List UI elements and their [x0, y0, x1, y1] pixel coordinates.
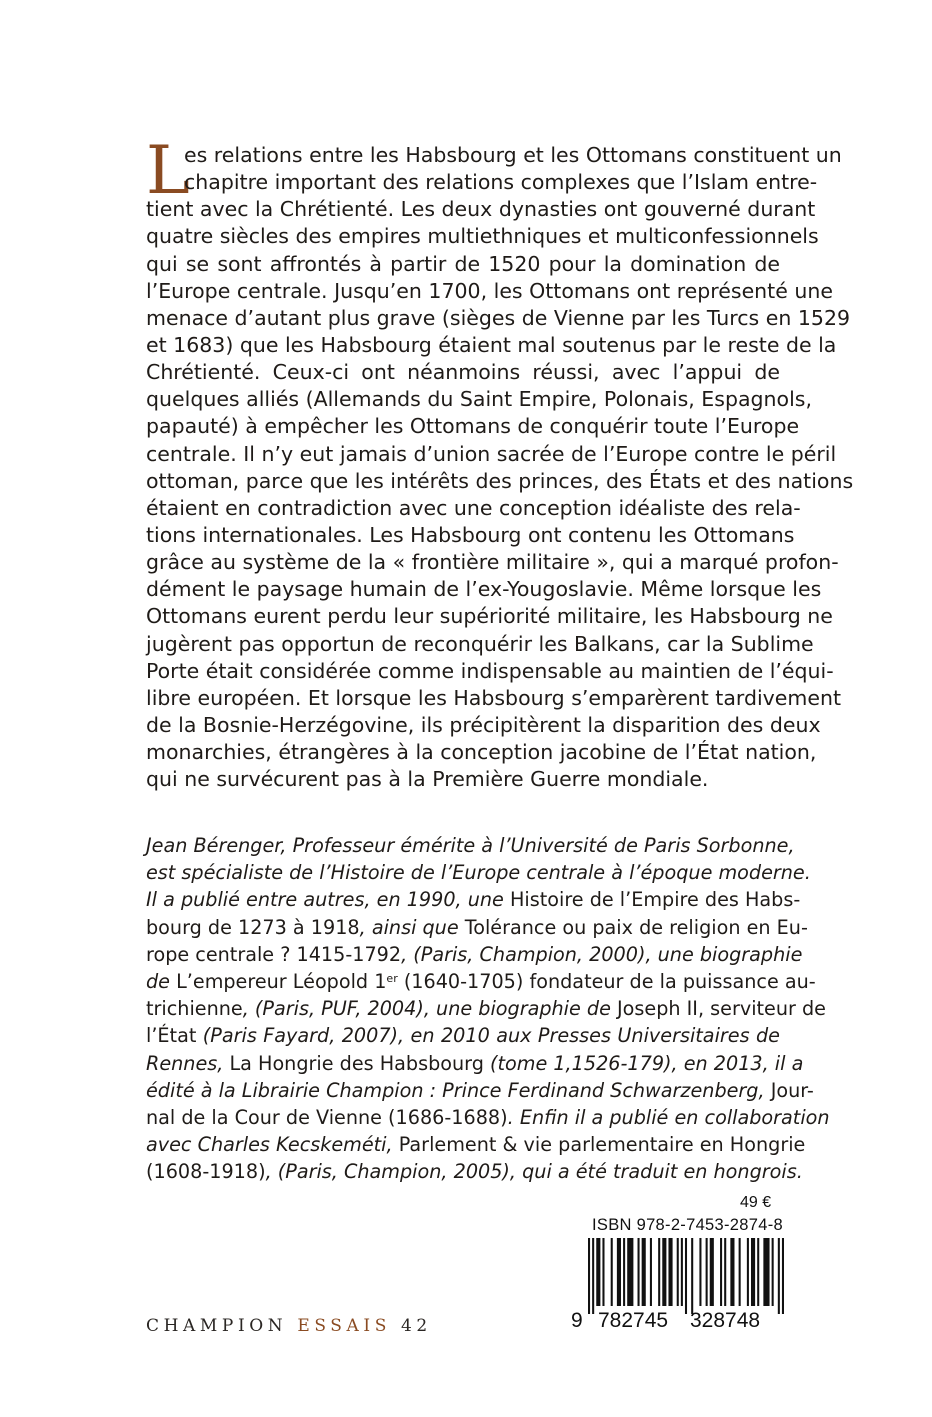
summary-line: libre européen. Et lorsque les Habsbourg s’emparèrent tardivement	[146, 685, 842, 710]
barcode-bar	[602, 1238, 604, 1306]
barcode	[588, 1238, 784, 1314]
barcode-right-digits: 328748	[690, 1309, 761, 1332]
summary-line: tions internationales. Les Habsbourg ont contenu les Ottomans	[146, 522, 795, 547]
bio-line: Jean Bérenger, Professeur émérite à l’Université de Paris Sorbonne,	[146, 834, 795, 857]
barcode-first-digit: 9	[571, 1309, 583, 1332]
summary-line: ottoman, parce que les intérêts des princes, des États et des nations	[146, 468, 854, 493]
summary-line: et 1683) que les Habsbourg étaient mal soutenus par le reste de la	[146, 332, 837, 357]
barcode-bar	[724, 1238, 726, 1306]
barcode-bar	[588, 1238, 590, 1314]
summary-line: l’Europe centrale. Jusqu’en 1700, les Ottomans ont représenté une	[146, 278, 833, 303]
bio-line: Il a publié entre autres, en 1990, une Histoire de l’Empire des Habs-	[146, 888, 801, 912]
summary-line: chapitre important des relations complexes que l’Islam entre-	[184, 170, 818, 195]
bio-line: édité à la Librairie Champion : Prince Ferdinand Schwarzenberg, Jour-	[146, 1078, 814, 1102]
barcode-bar	[747, 1238, 749, 1306]
barcode-bar	[772, 1238, 774, 1306]
summary-line: qui ne survécurent pas à la Première Guerre mondiale.	[146, 767, 709, 792]
isbn: ISBN 978-2-7453-2874-8	[592, 1216, 783, 1234]
barcode-bar	[691, 1238, 693, 1314]
barcode-bar	[710, 1238, 714, 1306]
barcode-bar	[662, 1238, 666, 1306]
series-number: 42	[400, 1316, 432, 1336]
bio-line: trichienne, (Paris, PUF, 2004), une biographie de Joseph II, serviteur de	[146, 997, 826, 1021]
price: 49 €	[740, 1194, 772, 1211]
summary-line: monarchies, étrangères à la conception jacobine de l’État nation,	[146, 740, 817, 765]
barcode-bar	[668, 1238, 672, 1306]
series-label: CHAMPION	[146, 1316, 288, 1336]
barcode-bar	[627, 1238, 633, 1306]
barcode-bar	[658, 1238, 660, 1306]
barcode-bar	[623, 1238, 625, 1306]
barcode-bar	[650, 1238, 652, 1306]
barcode-bar	[592, 1238, 594, 1314]
summary-line: jugèrent pas opportun de reconquérir les Balkans, car la Sublime	[146, 631, 814, 656]
bio-line: l’État (Paris Fayard, 2007), en 2010 aux Presses Universitaires de	[146, 1024, 780, 1048]
barcode-bar	[617, 1238, 621, 1306]
summary-line: papauté) à empêcher les Ottomans de conquérir toute l’Europe	[146, 414, 800, 439]
bio-line: de L’empereur Léopold 1er (1640-1705) fondateur de la puissance au-	[146, 969, 816, 993]
summary-line: quelques alliés (Allemands du Saint Empire, Polonais, Espagnols,	[146, 387, 812, 412]
author-biography	[146, 832, 830, 1185]
summary-line: étaient en contradiction avec une conception idéaliste des rela-	[146, 495, 801, 520]
summary-line: de la Bosnie-Herzégovine, ils précipitèrent la disparition des deux	[146, 712, 821, 737]
barcode-bar	[638, 1238, 640, 1306]
summary-line: es relations entre les Habsbourg et les Ottomans constituent un	[184, 143, 842, 167]
summary-line: tient avec la Chrétienté. Les deux dynasties ont gouverné durant	[146, 197, 816, 222]
barcode-bar	[642, 1238, 646, 1306]
barcode-left-digits: 782745	[598, 1309, 669, 1332]
barcode-bar	[778, 1238, 780, 1314]
barcode-bar	[699, 1238, 701, 1306]
summary-line: Porte était considérée comme indispensable au maintien de l’équi-	[146, 658, 834, 683]
barcode-bar	[706, 1238, 708, 1306]
summary-line: dément le paysage humain de l’ex-Yougoslavie. Même lorsque les	[146, 577, 822, 602]
summary-paragraph	[146, 132, 854, 793]
barcode-bar	[611, 1238, 613, 1306]
bio-line: Rennes, La Hongrie des Habsbourg (tome 1,1526-179), en 2013, il a	[146, 1051, 804, 1075]
summary-line: quatre siècles des empires multiethniques et multiconfessionnels	[146, 224, 819, 249]
bio-line: avec Charles Kecskeméti, Parlement & vie parlementaire en Hongrie	[146, 1133, 806, 1157]
drop-cap: L	[146, 132, 190, 209]
bio-line: bourg de 1273 à 1918, ainsi que Tolérance ou paix de religion en Eu-	[146, 915, 808, 939]
barcode-bar	[739, 1238, 741, 1306]
barcode-bar	[720, 1238, 722, 1306]
barcode-bar	[685, 1238, 687, 1314]
barcode-bar	[596, 1238, 600, 1306]
summary-line: qui se sont affrontés à partir de 1520 pour la domination de	[146, 251, 780, 276]
summary-line: Chrétienté. Ceux-ci ont néanmoins réussi, avec l’appui de	[146, 360, 780, 385]
bio-line: rope centrale ? 1415-1792, (Paris, Champion, 2000), une biographie	[146, 942, 803, 966]
barcode-bar	[763, 1238, 769, 1306]
summary-line: grâce au système de la « frontière militaire », qui a marqué profon-	[146, 550, 839, 575]
summary-line: centrale. Il n’y eut jamais d’union sacrée de l’Europe contre le péril	[146, 441, 837, 466]
series-name	[146, 1316, 432, 1336]
barcode-bar	[757, 1238, 759, 1306]
series-accent: ESSAIS	[297, 1316, 391, 1336]
barcode-bar	[782, 1238, 784, 1314]
bio-line: est spécialiste de l’Histoire de l’Europe centrale à l’époque moderne.	[146, 861, 811, 885]
barcode-bar	[730, 1238, 734, 1306]
bio-line: nal de la Cour de Vienne (1686-1688). Enfin il a publié en collaboration	[146, 1105, 830, 1129]
summary-line: Ottomans eurent perdu leur supériorité militaire, les Habsbourg ne	[146, 604, 833, 629]
barcode-bar	[681, 1238, 683, 1306]
bio-line: (1608-1918), (Paris, Champion, 2005), qui a été traduit en hongrois.	[146, 1160, 803, 1184]
summary-line: menace d’autant plus grave (sièges de Vienne par les Turcs en 1529	[146, 305, 851, 330]
barcode-bar	[751, 1238, 755, 1306]
barcode-bar	[677, 1238, 679, 1306]
